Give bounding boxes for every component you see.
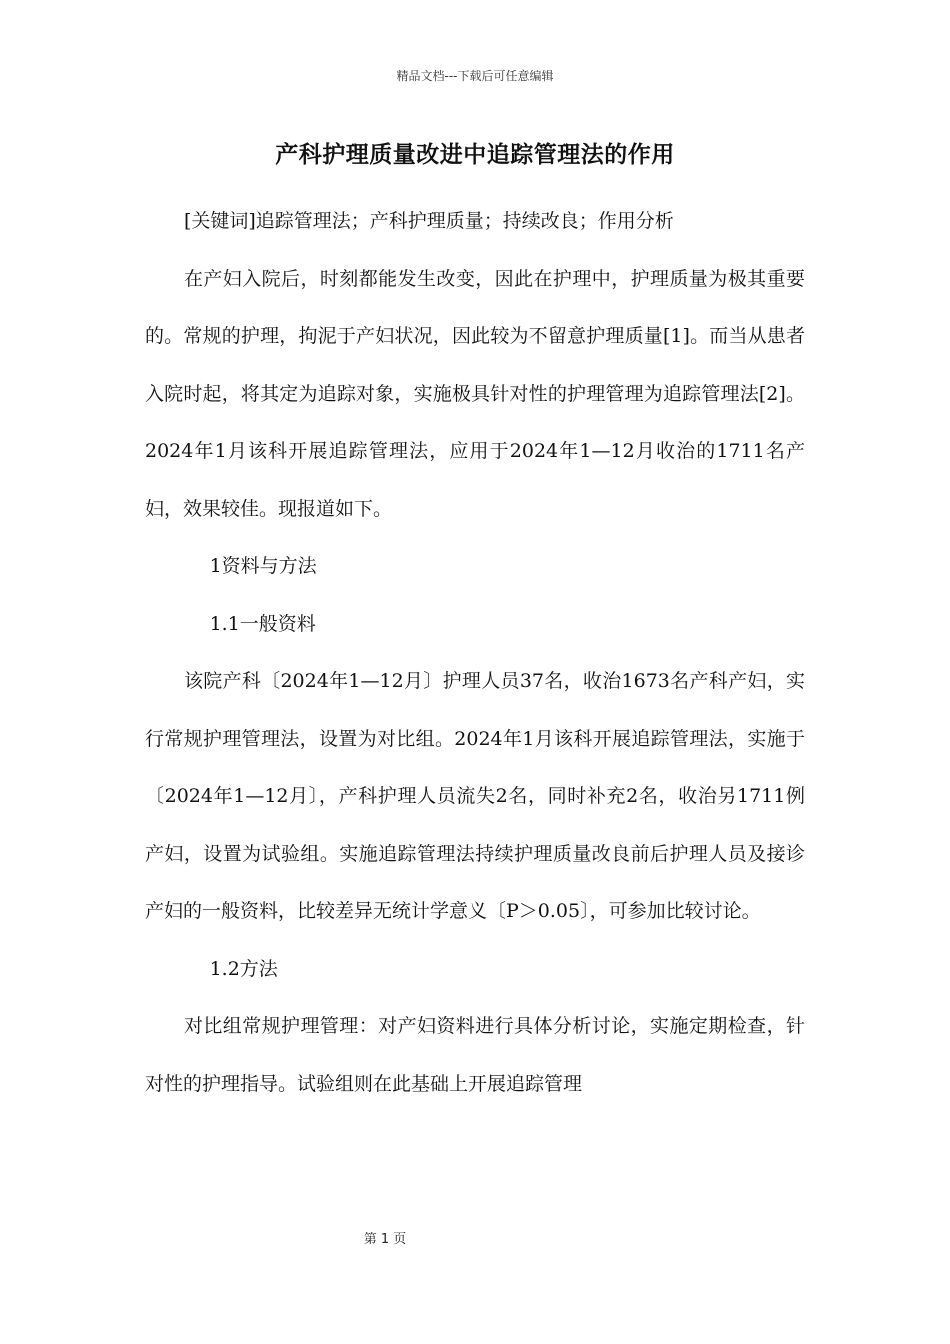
methods-paragraph: 对比组常规护理管理：对产妇资料进行具体分析讨论，实施定期检查，针对性的护理指导。试验组则在此基础上开展追踪管理 [145, 1015, 805, 1095]
subsection-heading-general-data: 1.1一般资料 [209, 612, 316, 635]
document-title: 产科护理质量改进中追踪管理法的作用 [275, 142, 675, 168]
header-note: 精品文档---下载后可任意编辑 [396, 69, 554, 83]
page-number: 第 1 页 [363, 1232, 407, 1247]
intro-paragraph: 在产妇入院后，时刻都能发生改变，因此在护理中，护理质量为极其重要的。常规的护理，拘泥于产妇状况，因此较为不留意护理质量[1]。而当从患者入院时起，将其定为追踪对象，实施极具针对性的护理管理为追踪管理法[2]。2024年1月该科开展追踪管理法，应用于2024年1—12月收治的1711名产妇，效果较佳。现报道如下。 [145, 267, 805, 520]
section-heading-materials-methods: 1资料与方法 [209, 555, 317, 577]
general-data-paragraph: 该院产科〔2024年1—12月〕护理人员37名，收治1673名产科产妇，实行常规护理管理法，设置为对比组。2024年1月该科开展追踪管理法，实施于〔2024年1—12月〕，产科护理人员流失2名，同时补充2名，收治另1711例产妇，设置为试验组。实施追踪管理法持续护理质量改良前后护理人员及接诊产妇的一般资料，比较差异无统计学意义〔P＞0.05〕，可参加比较讨论。 [145, 670, 805, 922]
subsection-heading-methods: 1.2方法 [209, 957, 278, 980]
keywords-paragraph: [关键词]追踪管理法；产科护理质量；持续改良；作用分析 [183, 210, 674, 232]
document-body [145, 193, 805, 1113]
